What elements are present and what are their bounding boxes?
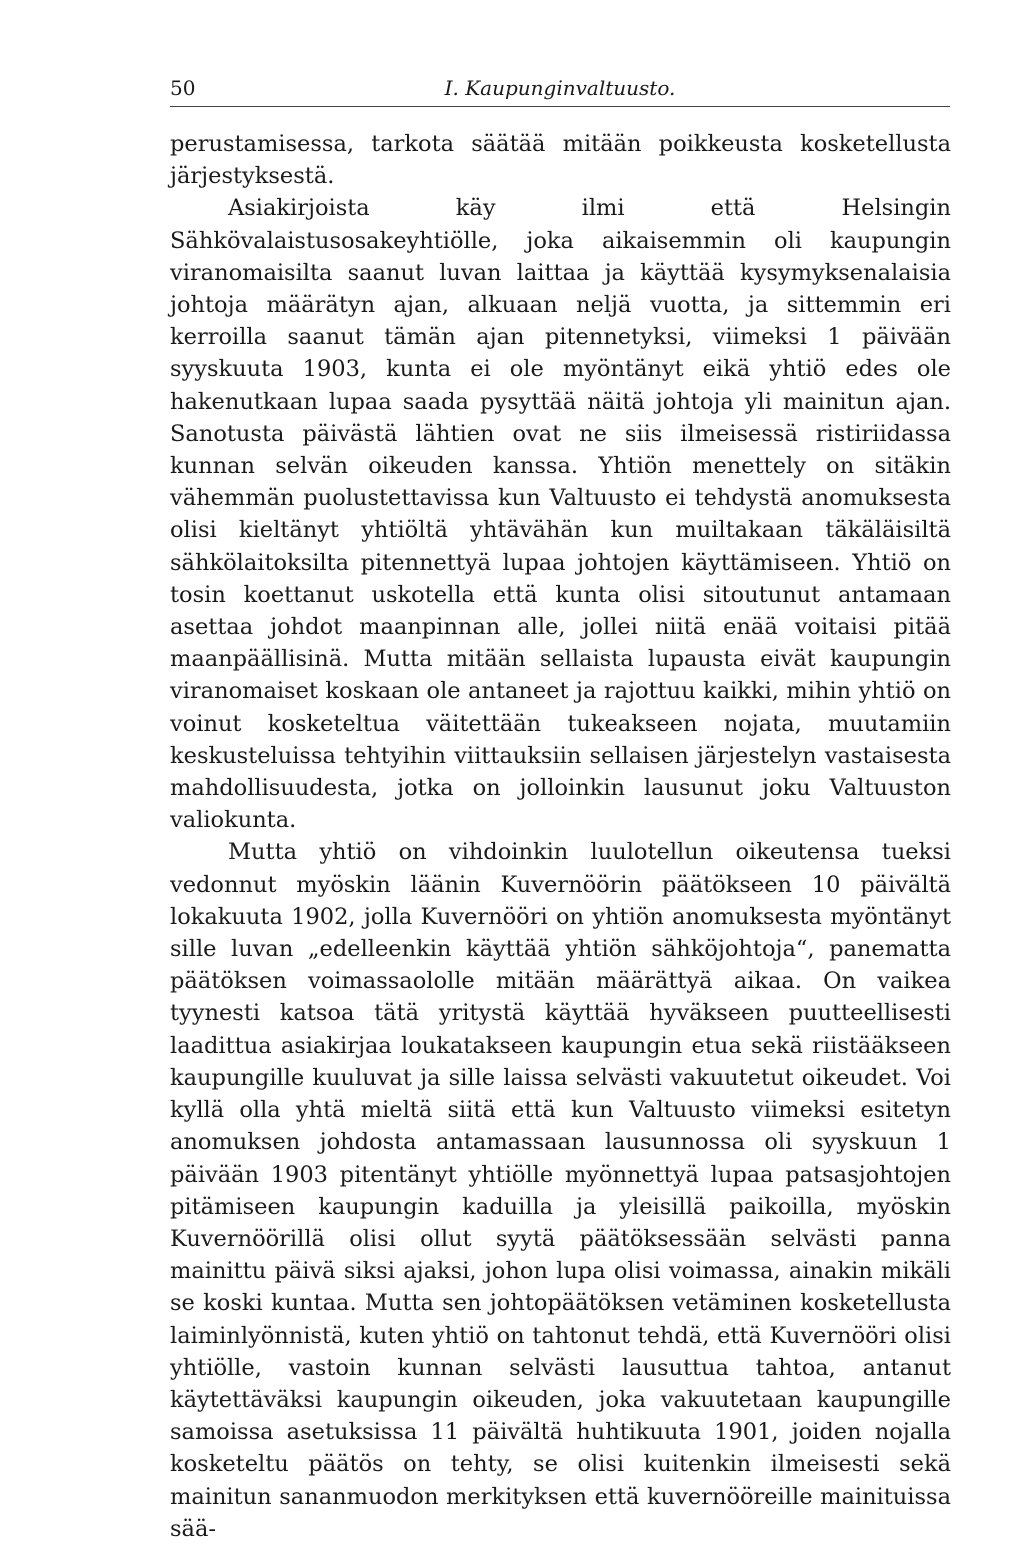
page-number: 50 <box>170 76 196 100</box>
paragraph: Asiakirjoista käy ilmi että Helsingin Sähkövalaistusosakeyhtiölle, joka aikaisemmin oli kaupungin viranomaisilta saanut luvan laittaa ja käyttää kysymyksenalaisia johtoja määrätyn ajan, alkuaan neljä vuotta, ja sittemmin eri kerroilla saanut tämän ajan pitennetyksi, viimeksi 1 päivään syyskuuta 1903, kunta ei ole myöntänyt eikä yhtiö edes ole hakenutkaan lupaa saada pysyttää näitä johtoja yli mainitun ajan. Sanotusta päivästä lähtien ovat ne siis ilmeisessä ristiriidassa kunnan selvän oikeuden kanssa. Yhtiön menettely on sitäkin vähemmän puolustettavissa kun Valtuusto ei tehdystä anomuksesta olisi kieltänyt yhtiöltä yhtävähän kun muiltakaan täkäläisiltä sähkölaitoksilta pitennettyä lupaa johtojen käyttämiseen. Yhtiö on tosin koettanut uskotella että kunta olisi sitoutunut antamaan asettaa johdot maanpinnan alle, jollei niitä enää voitaisi pitää maanpäällisinä. Mutta mitään sellaista lupausta eivät kaupungin viranomaiset koskaan ole antaneet ja rajottuu kaikki, mihin yhtiö on voinut kosketeltua väitettään tukeakseen nojata, muutamiin keskusteluissa tehtyihin viittauksiin sellaisen järjestelyn vastaisesta mahdollisuudesta, jotka on jolloinkin lausunut joku Valtuuston valiokunta. <box>170 195 951 834</box>
paragraph: Mutta yhtiö on vihdoinkin luulotellun oikeutensa tueksi vedonnut myöskin läänin Kuvernöörin päätökseen 10 päivältä lokakuuta 1902, jolla Kuvernööri on yhtiön anomuksesta myöntänyt sille luvan „edelleenkin käyttää yhtiön sähköjohtoja“, panematta päätöksen voimassaololle mitään määrättyä aikaa. On vaikea tyynesti katsoa tätä yritystä käyttää hyväkseen puutteellisesti laadittua asiakirjaa loukatakseen kaupungin etua sekä riistääkseen kaupungille kuuluvat ja sille laissa selvästi vakuutetut oikeudet. Voi kyllä olla yhtä mieltä siitä että kun Valtuusto viimeksi esitetyn anomuksen johdosta antamassaan lausunnossa oli syyskuun 1 päivään 1903 pitentänyt yhtiölle myönnettyä lupaa patsasjohtojen pitämiseen kaupungin kaduilla ja yleisillä paikoilla, myöskin Kuvernöörillä olisi ollut syytä päätöksessään selvästi panna mainittu päivä siksi ajaksi, johon lupa olisi voimassa, ainakin mikäli se koski kuntaa. Mutta sen johtopäätöksen vetäminen kosketellusta laiminlyönnistä, kuten yhtiö on tahtonut tehdä, että Kuvernööri olisi yhtiölle, vastoin kunnan selvästi lausuttua tahtoa, antanut käytettäväksi kaupungin oikeuden, joka vakuutetaan kaupungille samoissa asetuksissa 11 päivältä huhtikuuta 1901, joiden nojalla kosketeltu päätös on tehty, se olisi kuitenkin ilmeisesti sekä mainitun sananmuodon merkityksen että kuvernööreille mainituissa sää- <box>170 839 951 1542</box>
running-head: I. Kaupunginvaltuusto. <box>444 76 676 100</box>
paragraph-continued: perustamisessa, tarkota säätää mitään poikkeusta kosketellusta järjestyksestä. <box>170 131 951 190</box>
page-header <box>170 76 950 107</box>
body-text <box>170 128 951 1545</box>
